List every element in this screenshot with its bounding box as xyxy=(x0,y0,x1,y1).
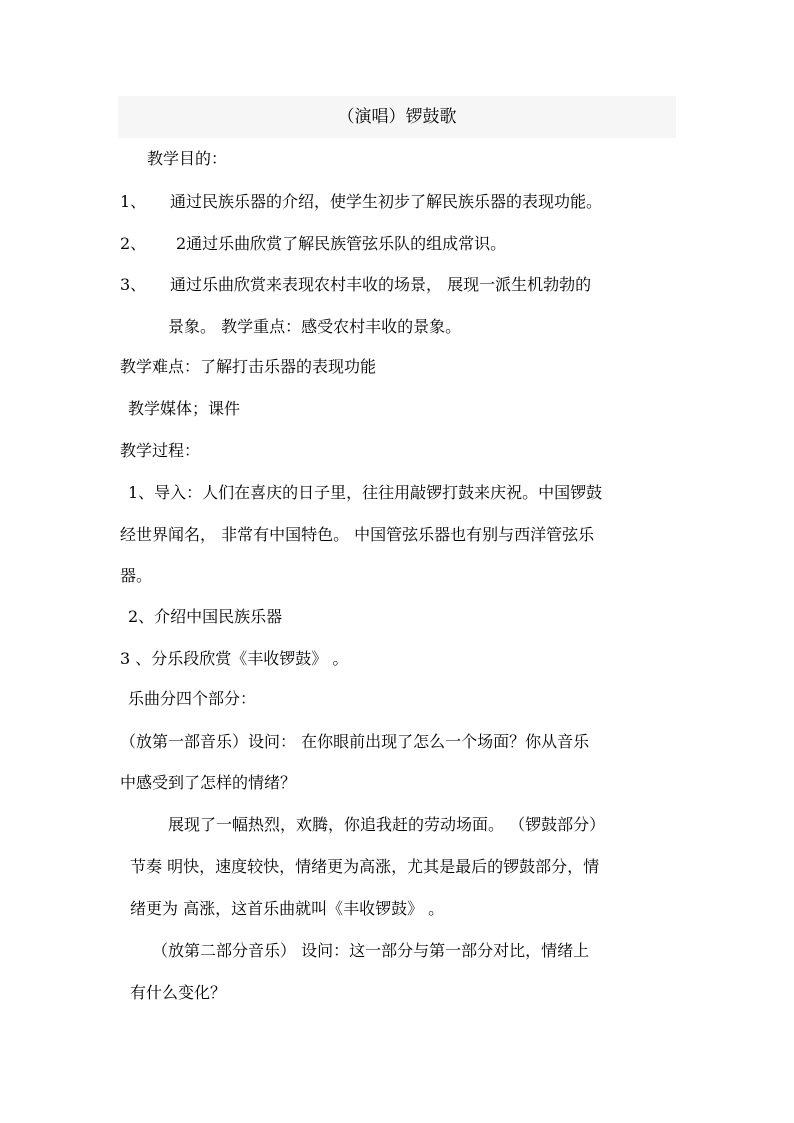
teaching-media: 教学媒体；课件 xyxy=(128,399,241,418)
question-2-line-1: （放第二部分音乐） 设问：这一部分与第一部分对比，情绪上 xyxy=(152,941,590,960)
process-heading: 教学过程： xyxy=(120,441,201,460)
objective-1-text: 通过民族乐器的介绍，使学生初步了解民族乐器的表现功能。 xyxy=(170,192,603,211)
question-2-line-2: 有什么变化？ xyxy=(130,983,227,1002)
parts-heading: 乐曲分四个部分： xyxy=(128,689,257,708)
answer-1-line-3: 绪更为 高涨，这首乐曲就叫《丰收锣鼓》 。 xyxy=(130,899,445,918)
intro-line-1: 1、导入：人们在喜庆的日子里，往往用敲锣打鼓来庆祝。中国锣鼓 xyxy=(128,483,603,502)
objectives-heading: 教学目的： xyxy=(147,149,228,168)
answer-1-line-1: 展现了一幅热烈，欢腾，你追我赶的劳动场面。 （锣鼓部分） xyxy=(168,815,606,834)
step-3: 3 、分乐段欣赏《丰收锣鼓》 。 xyxy=(120,649,349,668)
question-1-line-2: 中感受到了怎样的情绪？ xyxy=(120,773,297,792)
objective-2-number: 2、 xyxy=(120,234,147,253)
objective-3-text: 通过乐曲欣赏来表现农村丰收的场景， 展现一派生机勃勃的 xyxy=(170,275,592,294)
objective-3-number: 3、 xyxy=(120,275,147,294)
intro-line-2: 经世界闻名， 非常有中国特色。 中国管弦乐器也有别与西洋管弦乐 xyxy=(120,525,595,544)
objective-2-text: 2通过乐曲欣赏了解民族管弦乐队的组成常识。 xyxy=(176,234,507,253)
answer-1-line-2: 节奏 明快，速度较快，情绪更为高涨，尤其是最后的锣鼓部分，情 xyxy=(130,857,600,876)
step-2: 2、介绍中国民族乐器 xyxy=(128,607,283,626)
objective-1-number: 1、 xyxy=(120,192,147,211)
question-1-line-1: （放第一部音乐）设问： 在你眼前出现了怎么一个场面？你从音乐 xyxy=(120,732,590,751)
objective-3-continuation: 景象。 教学重点：感受农村丰收的景象。 xyxy=(168,317,462,336)
intro-line-3: 器。 xyxy=(120,566,153,585)
teaching-difficulty: 教学难点：了解打击乐器的表现功能 xyxy=(120,357,377,376)
document-title: （演唱）锣鼓歌 xyxy=(337,107,457,127)
